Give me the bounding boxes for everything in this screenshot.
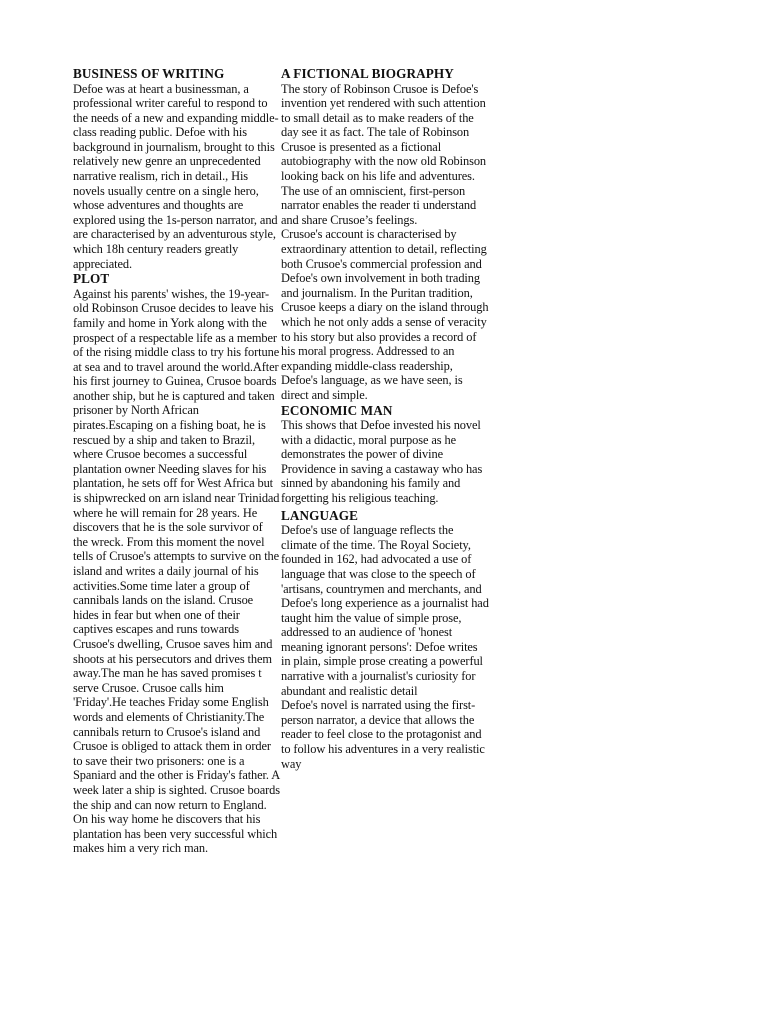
- fictional-biography-heading: A FICTIONAL BIOGRAPHY: [281, 66, 454, 81]
- language-text-1: Defoe's use of language reflects the climate of the time. The Royal Society, founded in 162, had advocated a use of language that was close to the speech of 'artisans, countrymen and merchants, and Defoe's long experience as a journalist had taught him the value of simple prose, addressed to an audience of 'honest meaning ignorant persons': Defoe writes in plain, simple prose creating a powerful narrative with a journalist's curiosity for abundant and realistic detail: [281, 523, 489, 698]
- fictional-biography-text-1: The story of Robinson Crusoe is Defoe's invention yet rendered with such attention to small detail as to make readers of the day see it as fact. The tale of Robinson Crusoe is presented as a fictional autobiography with the now old Robinson looking back on his life and adventures. The use of an omniscient, first-person narrator enables the reader ti understand and share Crusoe’s feelings.: [281, 81, 487, 227]
- right-column: [281, 66, 489, 771]
- business-of-writing-heading: BUSINESS OF WRITING: [73, 66, 225, 81]
- left-column: [73, 66, 280, 856]
- plot-heading: PLOT: [73, 271, 110, 287]
- fictional-biography-text-2: Crusoe's account is characterised by extraordinary attention to detail, reflecting both Crusoe's commercial profession and Defoe's own involvement in both trading and journalism. In the Puritan tradition, Crusoe keeps a diary on the island through which he not only adds a sense of veracity to his story but also provides a record of his moral progress. Addressed to an expanding middle-class readership, Defoe's language, as we have seen, is direct and simple.: [281, 227, 489, 402]
- plot-text: Against his parents' wishes, the 19-year-old Robinson Crusoe decides to leave his family and home in York along with the prospect of a respectable life as a member of the rising middle class to try his fortune at sea and to travel around the world.After his first journey to Guinea, Crusoe boards another ship, but he is captured and taken prisoner by North African pirates.Escaping on a fishing boat, he is rescued by a ship and taken to Brazil, where Crusoe becomes a successful plantation owner Needing slaves for his plantation, he sets off for West Africa but is shipwrecked on arn island near Trinidad where he will remain for 28 years. He discovers that he is the sole survivor of the wreck. From this moment the novel tells of Crusoe's attempts to survive on the island and writes a daily journal of his activities.Some time later a group of cannibals lands on the island. Crusoe hides in fear but when one of their captives escapes and runs towards Crusoe's dwelling, Crusoe saves him and shoots at his persecutors and drives them away.The man he has saved promises t serve Crusoe. Crusoe calls him 'Friday'.He teaches Friday some English words and elements of Christianity.The cannibals return to Crusoe's island and Crusoe is obliged to attack them in order to save their two prisoners: one is a Spaniard and the other is Friday's father. A week later a ship is sighted. Crusoe boards the ship and can now return to England. On his way home he discovers that his plantation has been very successful which makes him a very rich man.: [73, 286, 280, 856]
- economic-man-text: This shows that Defoe invested his novel with a didactic, moral purpose as he demonstrates the power of divine Providence in saving a castaway who has sinned by abandoning his family and forgetting his religious teaching.: [281, 418, 483, 506]
- economic-man-heading: ECONOMIC MAN: [281, 402, 393, 418]
- language-heading: LANGUAGE: [281, 507, 359, 523]
- business-of-writing-text: Defoe was at heart a businessman, a professional writer careful to respond to the needs of a new and expanding middle-class reading public. Defoe with his background in journalism, brought to this relatively new genre an unprecedented narrative realism, rich in detail., His novels usually centre on a single hero, whose adventures and thoughts are explored using the 1s-person narrator, and are characterised by an adventurous style, which 18h century readers greatly appreciated.: [73, 81, 279, 271]
- language-text-2: Defoe's novel is narrated using the first-person narrator, a device that allows the reader to feel close to the protagonist and to follow his adventures in a very realistic way: [281, 698, 485, 771]
